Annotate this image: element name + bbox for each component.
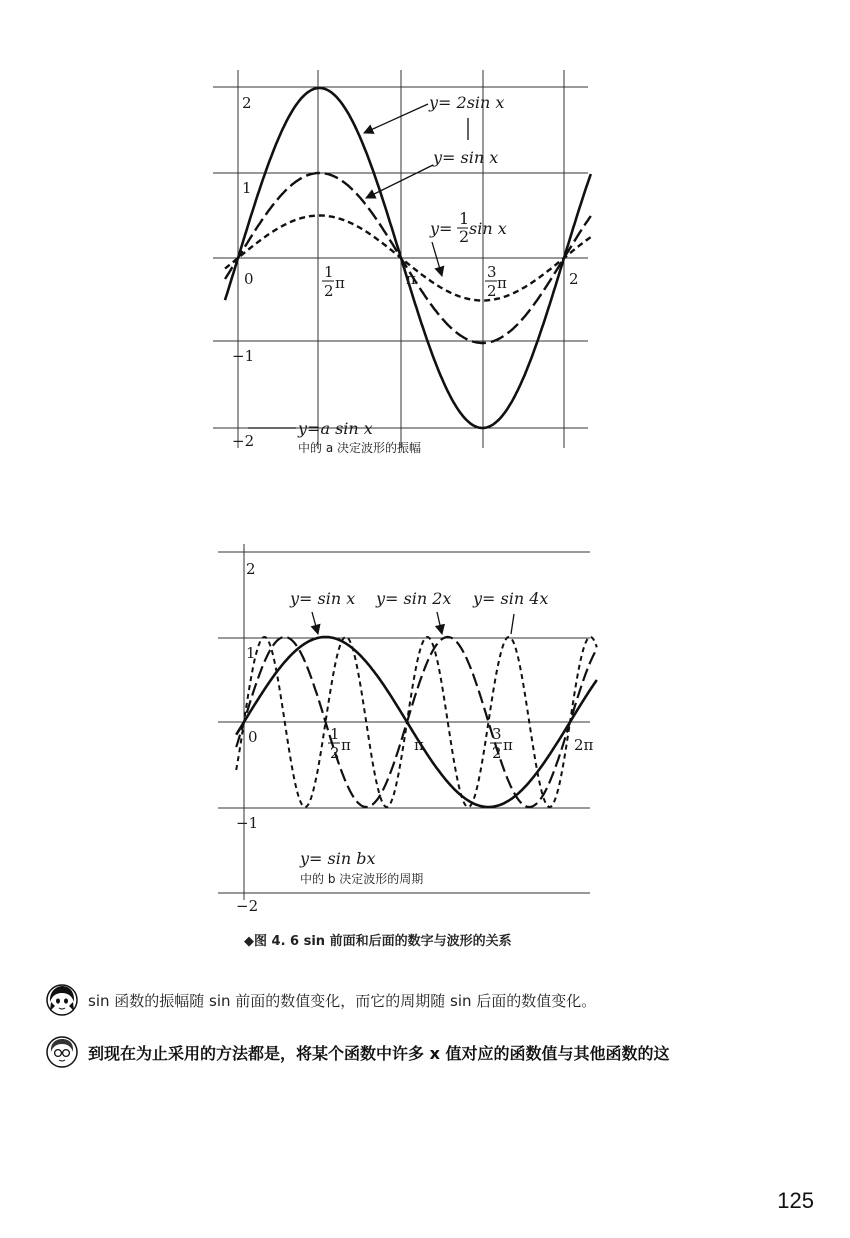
arrow-2sin-x — [364, 104, 428, 133]
chart2-xtick-threehalf — [490, 725, 513, 762]
chart1-ytick-1: 1 — [242, 179, 252, 197]
chart2-xtick-half-den: 2 — [330, 744, 340, 762]
chart1-ytick-m2: −2 — [232, 432, 255, 450]
chart1-xtick-pi: π — [406, 270, 416, 288]
arrow2-sin-x — [312, 612, 318, 634]
chart1-xtick-threehalf — [485, 263, 507, 300]
chart2-ytick-m2: −2 — [236, 897, 259, 915]
chart1-ytick-m1: −1 — [232, 347, 255, 365]
chart1-ytick-2: 2 — [242, 94, 252, 112]
chart1-xtick-threehalf-pi: π — [497, 274, 507, 292]
label2-sin-x: y= sin x — [290, 589, 356, 608]
chart2-xtick-half-pi: π — [341, 736, 351, 754]
figure-caption: ◆图 4. 6 sin 前面和后面的数字与波形的关系 — [244, 934, 512, 949]
label-half-pre: y= — [430, 219, 453, 238]
paragraph-2: 到现在为止采用的方法都是，将某个函数中许多 x 值对应的函数值与其他函数的这 — [88, 1043, 670, 1063]
label-half-sin-x — [429, 209, 507, 246]
label-2sin-x: y= 2sin x — [429, 93, 505, 112]
label-half-den: 2 — [459, 227, 470, 246]
paragraph-row-2 — [46, 1034, 826, 1070]
amplitude-chart — [0, 0, 850, 480]
note1-text: 中的 a 决定波形的振幅 — [298, 441, 421, 455]
note1-formula: y=a sin x — [298, 419, 373, 438]
note2-formula: y= sin bx — [300, 849, 376, 868]
label2-sin-4x: y= sin 4x — [473, 589, 549, 608]
chart1-xtick-threehalf-num: 3 — [487, 263, 497, 281]
chart2-xtick-end: 2π — [574, 736, 594, 754]
chart2-xtick-pi: π — [414, 736, 424, 754]
period-chart — [0, 530, 850, 930]
paragraph-row-1 — [46, 982, 826, 1018]
arrow2-sin-4x — [511, 614, 514, 634]
chart2-xtick-0: 0 — [248, 728, 258, 746]
chart2-xtick-half — [328, 725, 351, 762]
label-half-post: sin x — [469, 219, 507, 238]
chart2-xtick-threehalf-pi: π — [503, 736, 513, 754]
chart1-xtick-threehalf-den: 2 — [487, 282, 497, 300]
chart2-xtick-threehalf-den: 2 — [492, 744, 502, 762]
chart1-xtick-half-den: 2 — [324, 282, 334, 300]
chart2-ytick-m1: −1 — [236, 814, 259, 832]
chart2-ytick-1: 1 — [246, 644, 256, 662]
character-avatar-girl-icon — [46, 984, 78, 1016]
chart2-ytick-2: 2 — [246, 560, 256, 578]
chart1-xtick-half — [322, 263, 345, 300]
chart1-xtick-0: 0 — [244, 270, 254, 288]
page-number: 125 — [777, 1188, 814, 1213]
chart1-xtick-half-pi: π — [335, 274, 345, 292]
label-sin-x: y= sin x — [433, 148, 499, 167]
chart2-xtick-threehalf-num: 3 — [492, 725, 502, 743]
arrow2-sin-2x — [437, 612, 442, 634]
label2-sin-2x: y= sin 2x — [376, 589, 452, 608]
chart2-xtick-half-num: 1 — [330, 725, 340, 743]
paragraph-1: sin 函数的振幅随 sin 前面的数值变化，而它的周期随 sin 后面的数值变化。 — [88, 991, 597, 1010]
note2-text: 中的 b 决定波形的周期 — [300, 872, 424, 886]
chart1-xtick-half-num: 1 — [324, 263, 334, 281]
chart1-xtick-end: 2 — [569, 270, 579, 288]
label-half-num: 1 — [459, 209, 470, 228]
arrow-half-sin-x — [432, 242, 442, 276]
character-avatar-glasses-icon — [46, 1036, 78, 1068]
